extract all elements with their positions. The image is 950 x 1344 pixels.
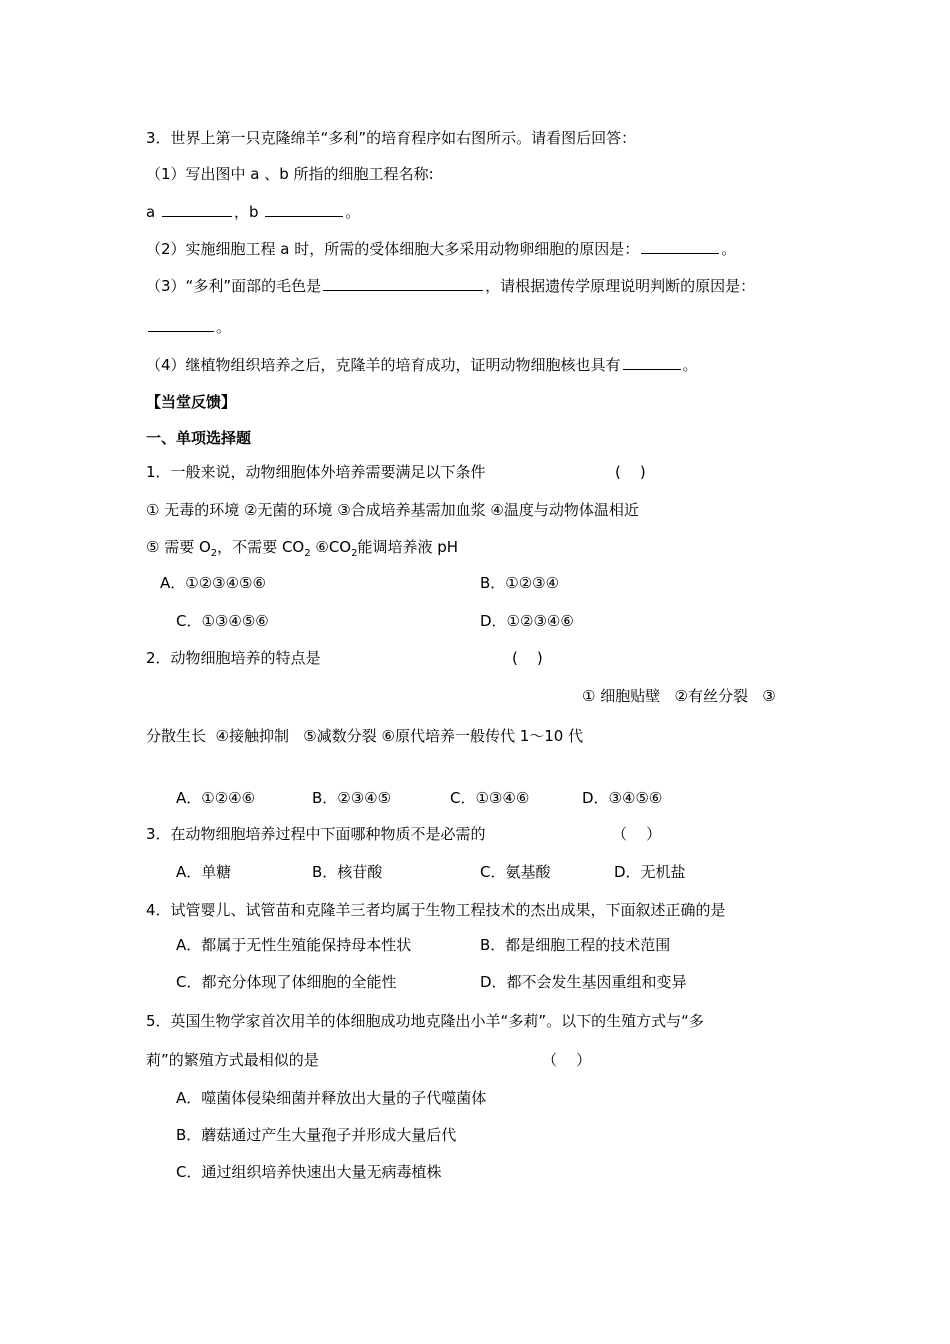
answer-blank-color[interactable]: [323, 275, 483, 291]
mc2-option-a[interactable]: A．①②④⑥: [176, 789, 256, 807]
mc2-features-1: ① 细胞贴壁 ②有丝分裂 ③: [582, 687, 776, 705]
mc2-option-d[interactable]: D．③④⑤⑥: [582, 789, 663, 807]
mc1-bracket: ( ): [615, 463, 646, 481]
q3-part2-text: （2）实施细胞工程 a 时，所需的受体细胞大多采用动物卵细胞的原因是：: [146, 240, 640, 258]
label-b: ，b: [233, 203, 259, 221]
feedback-heading: 【当堂反馈】: [146, 393, 237, 411]
answer-blank-reason[interactable]: [148, 316, 214, 332]
subscript: 2: [210, 548, 218, 559]
label-a: a: [146, 203, 156, 221]
mc1-conditions-1: ① 无毒的环境 ②无菌的环境 ③合成培养基需加血浆 ④温度与动物体温相近: [146, 501, 639, 519]
mc3-option-a[interactable]: A．单糖: [176, 863, 232, 881]
q3-title: 3．世界上第一只克隆绵羊“多利”的培育程序如右图所示。请看图后回答：: [146, 129, 637, 147]
period: 。: [216, 318, 232, 336]
q3-part1-answers: [146, 201, 360, 222]
q3-part2: [146, 238, 736, 259]
q3-part4: [146, 354, 698, 375]
mc1-option-b[interactable]: B．①②③④: [480, 574, 560, 592]
q3-part1: （1）写出图中 a 、b 所指的细胞工程名称:: [146, 165, 434, 183]
mc3-bracket: （ ）: [612, 825, 662, 843]
mc5-option-a[interactable]: A．噬菌体侵染细菌并释放出大量的子代噬菌体: [176, 1089, 487, 1107]
answer-blank-b[interactable]: [265, 201, 343, 217]
cond-text: 能调培养液 pH: [357, 538, 459, 556]
cond-text: ，不需要 CO: [217, 538, 305, 556]
mc1-conditions-2: [146, 537, 458, 564]
mc3-option-d[interactable]: D．无机盐: [614, 863, 686, 881]
subscript: 2: [304, 548, 311, 559]
q3-part3: [146, 275, 755, 296]
mc3-stem: 3．在动物细胞培养过程中下面哪种物质不是必需的: [146, 825, 486, 843]
q3-part4-text: （4）继植物组织培养之后，克隆羊的培育成功，证明动物细胞核也具有: [146, 356, 621, 374]
cond-text: ⑤ 需要 O: [146, 538, 211, 556]
mc5-option-c[interactable]: C．通过组织培养快速出大量无病毒植株: [176, 1163, 442, 1181]
mc3-option-b[interactable]: B．核苷酸: [312, 863, 383, 881]
section-heading: 一、单项选择题: [146, 429, 252, 447]
answer-blank-a[interactable]: [162, 201, 232, 217]
mc5-stem-line2: 莉”的繁殖方式最相似的是: [146, 1051, 319, 1069]
q3-part3-text: （3）“多利”面部的毛色是: [146, 277, 322, 295]
mc3-option-c[interactable]: C．氨基酸: [480, 863, 551, 881]
period: 。: [721, 240, 737, 258]
mc1-option-a[interactable]: A．①②③④⑤⑥: [160, 574, 266, 592]
mc4-option-d[interactable]: D．都不会发生基因重组和变异: [480, 973, 687, 991]
mc4-option-a[interactable]: A．都属于无性生殖能保持母本性状: [176, 936, 412, 954]
mc2-bracket: ( ): [512, 649, 543, 667]
period: 。: [682, 356, 698, 374]
subscript: 2: [351, 548, 358, 559]
mc1-stem: 1．一般来说，动物细胞体外培养需要满足以下条件: [146, 463, 486, 481]
mc4-option-c[interactable]: C．都充分体现了体细胞的全能性: [176, 973, 397, 991]
q3-part3-reason: ，请根据遗传学原理说明判断的原因是：: [485, 277, 756, 295]
period: 。: [345, 203, 361, 221]
mc5-option-b[interactable]: B．蘑菇通过产生大量孢子并形成大量后代: [176, 1126, 457, 1144]
mc2-option-c[interactable]: C．①③④⑥: [450, 789, 530, 807]
mc2-stem: 2．动物细胞培养的特点是: [146, 649, 321, 667]
mc2-features-2: 分散生长 ④接触抑制 ⑤减数分裂 ⑥原代培养一般传代 1～10 代: [146, 727, 584, 745]
mc1-option-c[interactable]: C．①③④⑤⑥: [176, 612, 269, 630]
mc1-option-d[interactable]: D．①②③④⑥: [480, 612, 574, 630]
q3-part3-cont: [146, 316, 231, 337]
cond-text: ⑥CO: [310, 538, 352, 556]
mc4-stem: 4．试管婴儿、试管苗和克隆羊三者均属于生物工程技术的杰出成果，下面叙述正确的是: [146, 901, 726, 919]
answer-blank[interactable]: [623, 354, 681, 370]
mc5-bracket: （ ）: [542, 1051, 592, 1069]
mc5-stem-line1: 5．英国生物学家首次用羊的体细胞成功地克隆出小羊“多莉”。以下的生殖方式与“多: [146, 1012, 704, 1030]
mc2-option-b[interactable]: B．②③④⑤: [312, 789, 392, 807]
answer-blank[interactable]: [641, 238, 719, 254]
mc4-option-b[interactable]: B．都是细胞工程的技术范围: [480, 936, 671, 954]
